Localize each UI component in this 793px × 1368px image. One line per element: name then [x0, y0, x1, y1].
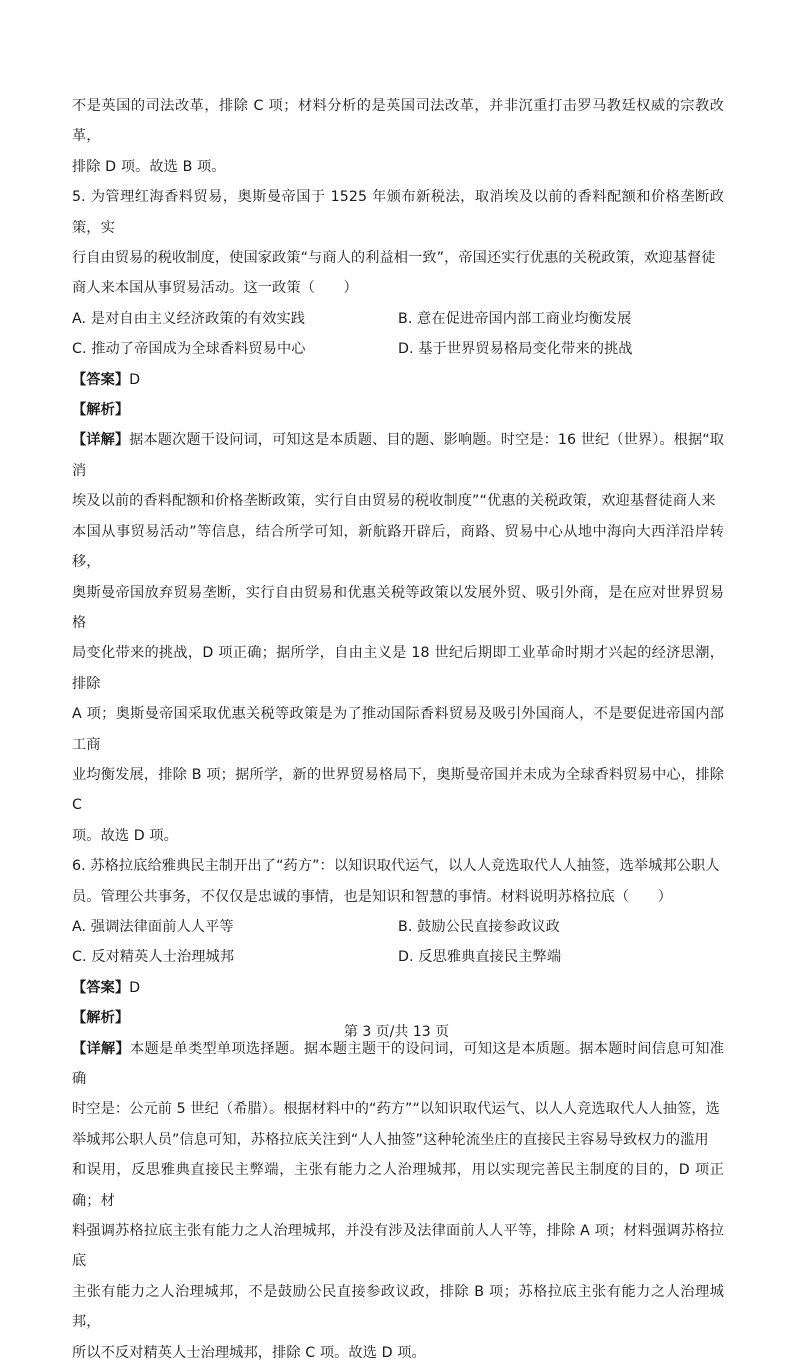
answer-value: D [129, 371, 141, 388]
page-content [72, 91, 724, 1368]
text-line [72, 425, 724, 486]
option-b: B. 鼓励公民直接参政议政 [398, 918, 560, 935]
analysis-label: 【解析】 [72, 402, 130, 419]
text-line: 6. 苏格拉底给雅典民主制开出了“药方”：以知识取代运气，以人人竞选取代人人抽签，选举城邦公职人 [72, 858, 720, 875]
detail-explanation [72, 425, 724, 851]
option-a: A. 是对自由主义经济政策的有效实践 [72, 310, 306, 327]
text-line: 和误用，反思雅典直接民主弊端，主张有能力之人治理城邦，用以实现完善民主制度的目的，D 项正确；材 [72, 1162, 724, 1209]
answer-line [72, 973, 724, 1003]
detail-label: 【详解】 [72, 1040, 130, 1057]
question-stem [72, 851, 724, 912]
text-line: 所以不反对精英人士治理城邦，排除 C 项。故选 D 项。 [72, 1344, 426, 1361]
answer-label: 【答案】 [72, 371, 130, 388]
answer-options [72, 912, 724, 973]
question-5 [72, 182, 724, 851]
text-line: 局变化带来的挑战，D 项正确；据所学，自由主义是 18 世纪后期即工业革命时期才兴起的经济思潮，排除 [72, 645, 724, 692]
text-line: 本国从事贸易活动”等信息，结合所学可知，新航路开辟后，商路、贸易中心从地中海向大西洋沿岸转移， [72, 523, 724, 571]
question-6 [72, 851, 724, 1368]
text-line: 奥斯曼帝国放弃贸易垄断，实行自由贸易和优惠关税等政策以发展外贸、吸引外商，是在应对世界贸易格 [72, 584, 724, 631]
detail-text: 本题是单类型单项选择题。据本题主题干的设问词，可知这是本质题。据本题时间信息可知准确 [72, 1040, 724, 1087]
text-line: 员。管理公共事务，不仅仅是忠诚的事情，也是知识和智慧的事情。材料说明苏格拉底（ ） [72, 888, 673, 905]
text-line: 行自由贸易的税收制度，使国家政策“与商人的利益相一致”，帝国还实行优惠的关税政策，欢迎基督徒 [72, 250, 716, 267]
text-line: 主张有能力之人治理城邦，不是鼓励公民直接参政议政，排除 B 项；苏格拉底主张有能力之人治理城邦， [72, 1283, 724, 1331]
answer-options [72, 304, 724, 365]
answer-value: D [129, 979, 141, 996]
text-line: 时空是：公元前 5 世纪（希腊）。根据材料中的“药方”“以知识取代运气、以人人竞选取代人人抽签，选 [72, 1101, 720, 1118]
text-line: 业均衡发展，排除 B 项；据所学，新的世界贸易格局下，奥斯曼帝国并未成为全球香料贸易中心，排除 C [72, 766, 724, 814]
detail-label: 【详解】 [72, 432, 130, 449]
text-line [72, 1034, 724, 1095]
text-line: 不是英国的司法改革，排除 C 项；材料分析的是英国司法改革，并非沉重打击罗马教廷权威的宗教改革， [72, 98, 724, 145]
option-b: B. 意在促进帝国内部工商业均衡发展 [398, 310, 632, 327]
text-line: 举城邦公职人员”信息可知，苏格拉底关注到“人人抽签”这种轮流坐庄的直接民主容易导致权力的滥用 [72, 1131, 709, 1148]
analysis-line [72, 395, 724, 425]
page-number-footer: 第 3 页/共 13 页 [343, 1024, 450, 1040]
detail-text: 据本题次题干设问词，可知这是本质题、目的题、影响题。时空是：16 世纪（世界）。根据“取消 [72, 432, 725, 479]
text-line: 埃及以前的香料配额和价格垄断政策，实行自由贸易的税收制度”“优惠的关税政策，欢迎基督徒商人来 [72, 493, 716, 510]
text-line: 5. 为管理红海香料贸易，奥斯曼帝国于 1525 年颁布新税法，取消埃及以前的香料配额和价格垄断政策，实 [72, 189, 724, 236]
analysis-label: 【解析】 [72, 1010, 130, 1027]
previous-explanation-continuation [72, 91, 724, 182]
answer-line [72, 365, 724, 395]
answer-label: 【答案】 [72, 979, 130, 996]
text-line: 料强调苏格拉底主张有能力之人治理城邦，并没有涉及法律面前人人平等，排除 A 项；材料强调苏格拉底 [72, 1223, 724, 1270]
text-line: 商人来本国从事贸易活动。这一政策（ ） [72, 280, 358, 297]
text-line: A 项；奥斯曼帝国采取优惠关税等政策是为了推动国际香料贸易及吸引外国商人，不是要促进帝国内部工商 [72, 706, 724, 753]
text-line: 排除 D 项。故选 B 项。 [72, 158, 226, 175]
text-line: 项。故选 D 项。 [72, 827, 178, 844]
detail-explanation [72, 1034, 724, 1368]
question-stem [72, 182, 724, 304]
option-c: C. 反对精英人士治理城邦 [72, 949, 235, 966]
option-d: D. 基于世界贸易格局变化带来的挑战 [398, 341, 633, 358]
option-c: C. 推动了帝国成为全球香料贸易中心 [72, 341, 306, 358]
option-d: D. 反思雅典直接民主弊端 [398, 949, 562, 966]
option-a: A. 强调法律面前人人平等 [72, 918, 234, 935]
